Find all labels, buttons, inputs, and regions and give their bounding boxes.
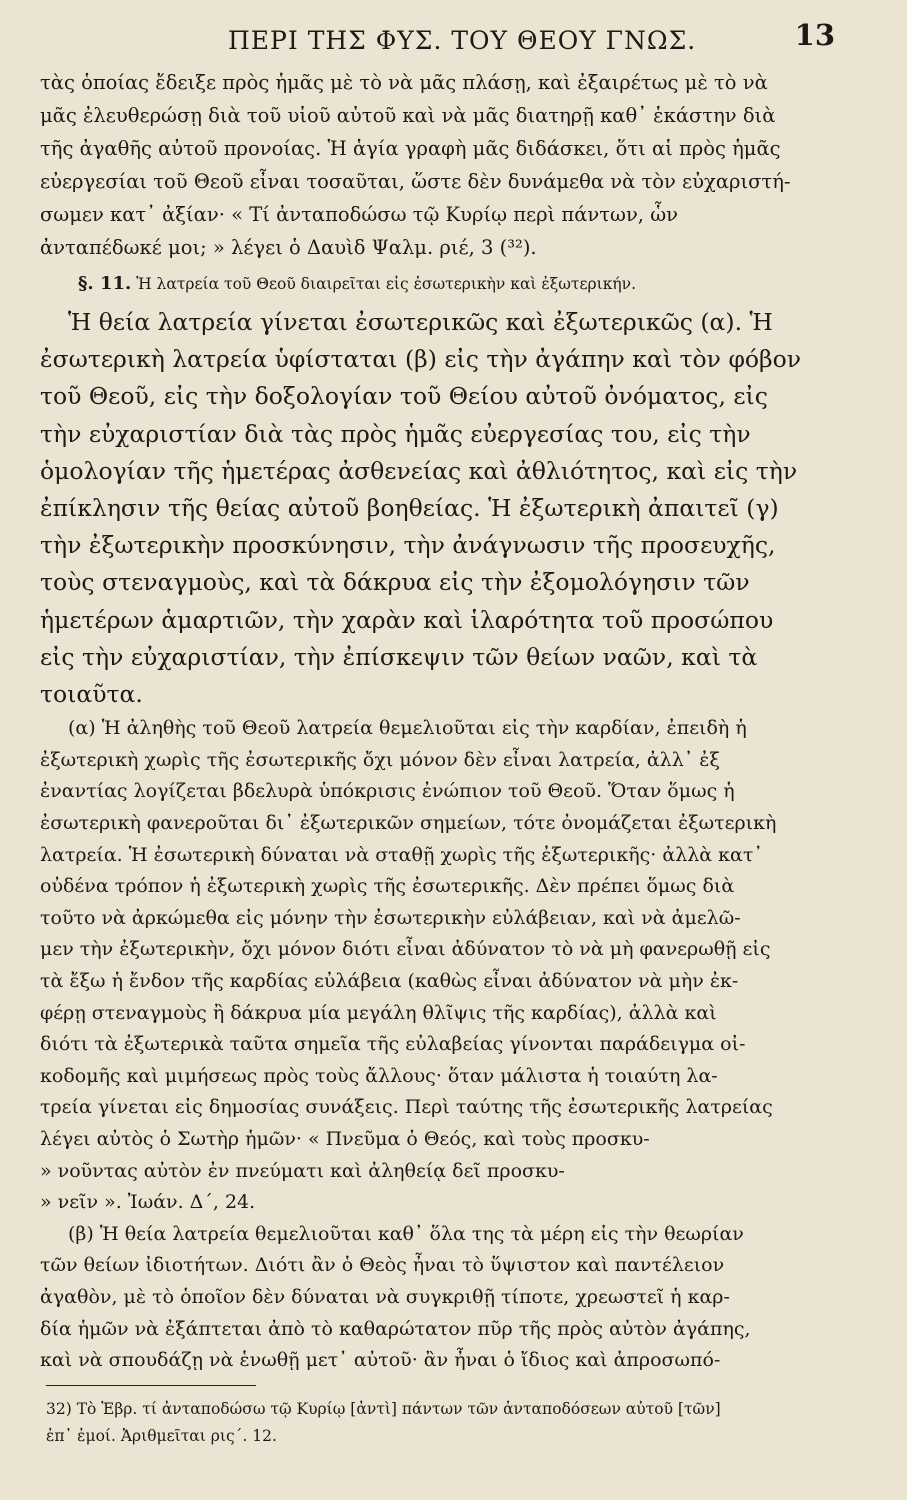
note-a — [40, 713, 845, 1219]
text-line: τοῦ Θεοῦ, εἰς τὴν δοξολογίαν τοῦ Θείου αὐτοῦ ὀνόματος, εἰς — [40, 382, 768, 411]
page-number: 13 — [794, 18, 835, 52]
footnote-line: 32) Τὸ Ἑβρ. τί ἀνταποδώσω τῷ Κυρίῳ [ἀντὶ] πάντων τῶν ἀνταποδόσεων αὐτοῦ [τῶν] — [46, 1399, 721, 1418]
text-line: δία ἡμῶν νὰ ἐξάπτεται ἀπὸ τὸ καθαρώτατον πῦρ τῆς πρὸς αὐτὸν ἀγάπης, — [40, 1317, 751, 1340]
text-line: ἐσωτερικὴ φανεροῦται δι᾽ ἐξωτερικῶν σημείων, τότε ὀνομάζεται ἐξωτερικὴ — [40, 812, 777, 835]
text-line: Ἡ θεία λατρεία γίνεται ἐσωτερικῶς καὶ ἐξωτερικῶς (α). Ἡ — [68, 308, 773, 336]
text-line: κοδομῆς καὶ μιμήσεως πρὸς τοὺς ἄλλους· ὅταν μάλιστα ἡ τοιαύτη λα- — [40, 1064, 718, 1087]
footnote — [40, 1396, 845, 1450]
intro-paragraph — [40, 66, 845, 264]
text-line: τοῦτο νὰ ἀρκώμεθα εἰς μόνην τὴν ἐσωτερικὴν εὐλάβειαν, καὶ νὰ ἀμελῶ- — [40, 906, 741, 929]
text-line: εὐεργεσίαι τοῦ Θεοῦ εἶναι τοσαῦται, ὥστε δὲν δυνάμεθα νὰ τὸν εὐχαριστή- — [40, 170, 791, 193]
text-line: ἐσωτερικὴ λατρεία ὑφίσταται (β) εἰς τὴν ἀγάπην καὶ τὸν φόβον — [40, 345, 802, 374]
text-line: (α) Ἡ ἀληθὴς τοῦ Θεοῦ λατρεία θεμελιοῦται εἰς τὴν καρδίαν, ἐπειδὴ ἡ — [68, 717, 747, 740]
text-line: ἐξωτερικὴ χωρὶς τῆς ἐσωτερικῆς ὄχι μόνον δὲν εἶναι λατρεία, ἀλλ᾽ ἐξ — [40, 748, 720, 771]
section-title: Ἡ λατρεία τοῦ Θεοῦ διαιρεῖται εἰς ἐσωτερικὴν καὶ ἐξωτερικήν. — [136, 275, 637, 293]
text-line: ἀνταπέδωκέ μοι; » λέγει ὁ Δαυὶδ Ψαλμ. ριέ, 3 (³²). — [40, 236, 537, 259]
running-title: ΠΕΡΙ ΤΗΣ ΦΥΣ. ΤΟΥ ΘΕΟΥ ΓΝΩΣ. — [228, 26, 697, 55]
text-line: ἐναντίας λογίζεται βδελυρὰ ὑπόκρισις ἐνώπιον τοῦ Θεοῦ. Ὅταν ὅμως ἡ — [40, 780, 735, 803]
text-line: λέγει αὐτὸς ὁ Σωτὴρ ἡμῶν· « Πνεῦμα ὁ Θεός, καὶ τοὺς προσκυ- — [40, 1127, 650, 1150]
text-line: » νεῖν ». Ἰωάν. Δ΄, 24. — [40, 1191, 256, 1214]
text-line: τοιαῦτα. — [40, 680, 143, 709]
text-line: (β) Ἡ θεία λατρεία θεμελιοῦται καθ᾽ ὅλα της τὰ μέρη εἰς τὴν θεωρίαν — [68, 1222, 744, 1245]
section-number: §. 11. — [78, 273, 132, 294]
text-line: οὐδένα τρόπον ἡ ἐξωτερικὴ χωρὶς τῆς ἐσωτερικῆς. Δὲν πρέπει ὅμως διὰ — [40, 875, 735, 898]
text-line: τοὺς στεναγμοὺς, καὶ τὰ δάκρυα εἰς τὴν ἐξομολόγησιν τῶν — [40, 568, 750, 597]
text-line: διότι τὰ ἐξωτερικὰ ταῦτα σημεῖα τῆς εὐλαβείας γίνονται παράδειγμα οἰ- — [40, 1033, 746, 1056]
text-line: μᾶς ἐλευθερώσῃ διὰ τοῦ υἱοῦ αὐτοῦ καὶ νὰ μᾶς διατηρῇ καθ᾽ ἑκάστην διὰ — [40, 104, 776, 127]
text-line: σωμεν κατ᾽ ἀξίαν· « Τί ἀνταποδώσω τῷ Κυρίῳ περὶ πάντων, ὧν — [40, 203, 678, 226]
text-line: τὴν ἐξωτερικὴν προσκύνησιν, τὴν ἀνάγνωσιν τῆς προσευχῆς, — [40, 531, 776, 560]
footnote-line: ἐπ᾽ ἐμοί. Ἀριθμεῖται ρις΄. 12. — [46, 1426, 277, 1445]
text-line: μεν τὴν ἐξωτερικὴν, ὄχι μόνον διότι εἶναι ἀδύνατον τὸ νὰ μὴ φανερωθῇ εἰς — [40, 938, 771, 961]
text-line: ἀγαθὸν, μὲ τὸ ὁποῖον δὲν δύναται νὰ συγκριθῇ τίποτε, χρεωστεῖ ἡ καρ- — [40, 1285, 730, 1308]
section-heading — [40, 264, 845, 304]
text-line: φέρῃ στεναγμοὺς ἢ δάκρυα μία μεγάλη θλῖψις τῆς καρδίας), ἀλλὰ καὶ — [40, 1001, 717, 1024]
text-line: » νοῦντας αὐτὸν ἐν πνεύματι καὶ ἀληθείᾳ δεῖ προσκυ- — [40, 1159, 565, 1182]
text-line: ἡμετέρων ἁμαρτιῶν, τὴν χαρὰν καὶ ἱλαρότητα τοῦ προσώπου — [40, 605, 774, 634]
text-line: καὶ νὰ σπουδάζῃ νὰ ἑνωθῇ μετ᾽ αὐτοῦ· ἂν ἦναι ὁ ἴδιος καὶ ἀπροσωπό- — [40, 1349, 721, 1372]
text-line: ὁμολογίαν τῆς ἡμετέρας ἀσθενείας καὶ ἀθλιότητος, καὶ εἰς τὴν — [40, 456, 798, 485]
text-line: τῆς ἀγαθῆς αὐτοῦ προνοίας. Ἡ ἁγία γραφὴ μᾶς διδάσκει, ὅτι αἱ πρὸς ἡμᾶς — [40, 137, 781, 160]
note-b — [40, 1219, 845, 1377]
main-paragraph — [40, 304, 845, 713]
text-line: τῶν θείων ἰδιοτήτων. Διότι ἂν ὁ Θεὸς ἦναι τὸ ὕψιστον καὶ παντέλειον — [40, 1254, 725, 1277]
text-line: ἐπίκλησιν τῆς θείας αὐτοῦ βοηθείας. Ἡ ἐξωτερικὴ ἀπαιτεῖ (γ) — [40, 494, 779, 523]
text-line: τὴν εὐχαριστίαν διὰ τὰς πρὸς ἡμᾶς εὐεργεσίας του, εἰς τὴν — [40, 419, 751, 448]
text-line: εἰς τὴν εὐχαριστίαν, τὴν ἐπίσκεψιν τῶν θείων ναῶν, καὶ τὰ — [40, 642, 758, 671]
footnote-divider — [46, 1385, 256, 1386]
page-header — [40, 18, 845, 60]
text-line: τὰ ἔξω ἡ ἔνδον τῆς καρδίας εὐλάβεια (καθὼς εἶναι ἀδύνατον νὰ μὴν ἐκ- — [40, 969, 739, 992]
text-line: τρεία γίνεται εἰς δημοσίας συνάξεις. Περὶ ταύτης τῆς ἐσωτερικῆς λατρείας — [40, 1096, 773, 1119]
text-line: τὰς ὁποίας ἔδειξε πρὸς ἡμᾶς μὲ τὸ νὰ μᾶς πλάσῃ, καὶ ἐξαιρέτως μὲ τὸ νὰ — [40, 71, 768, 94]
text-line: λατρεία. Ἡ ἐσωτερικὴ δύναται νὰ σταθῇ χωρὶς τῆς ἐξωτερικῆς· ἀλλὰ κατ᾽ — [40, 843, 763, 866]
